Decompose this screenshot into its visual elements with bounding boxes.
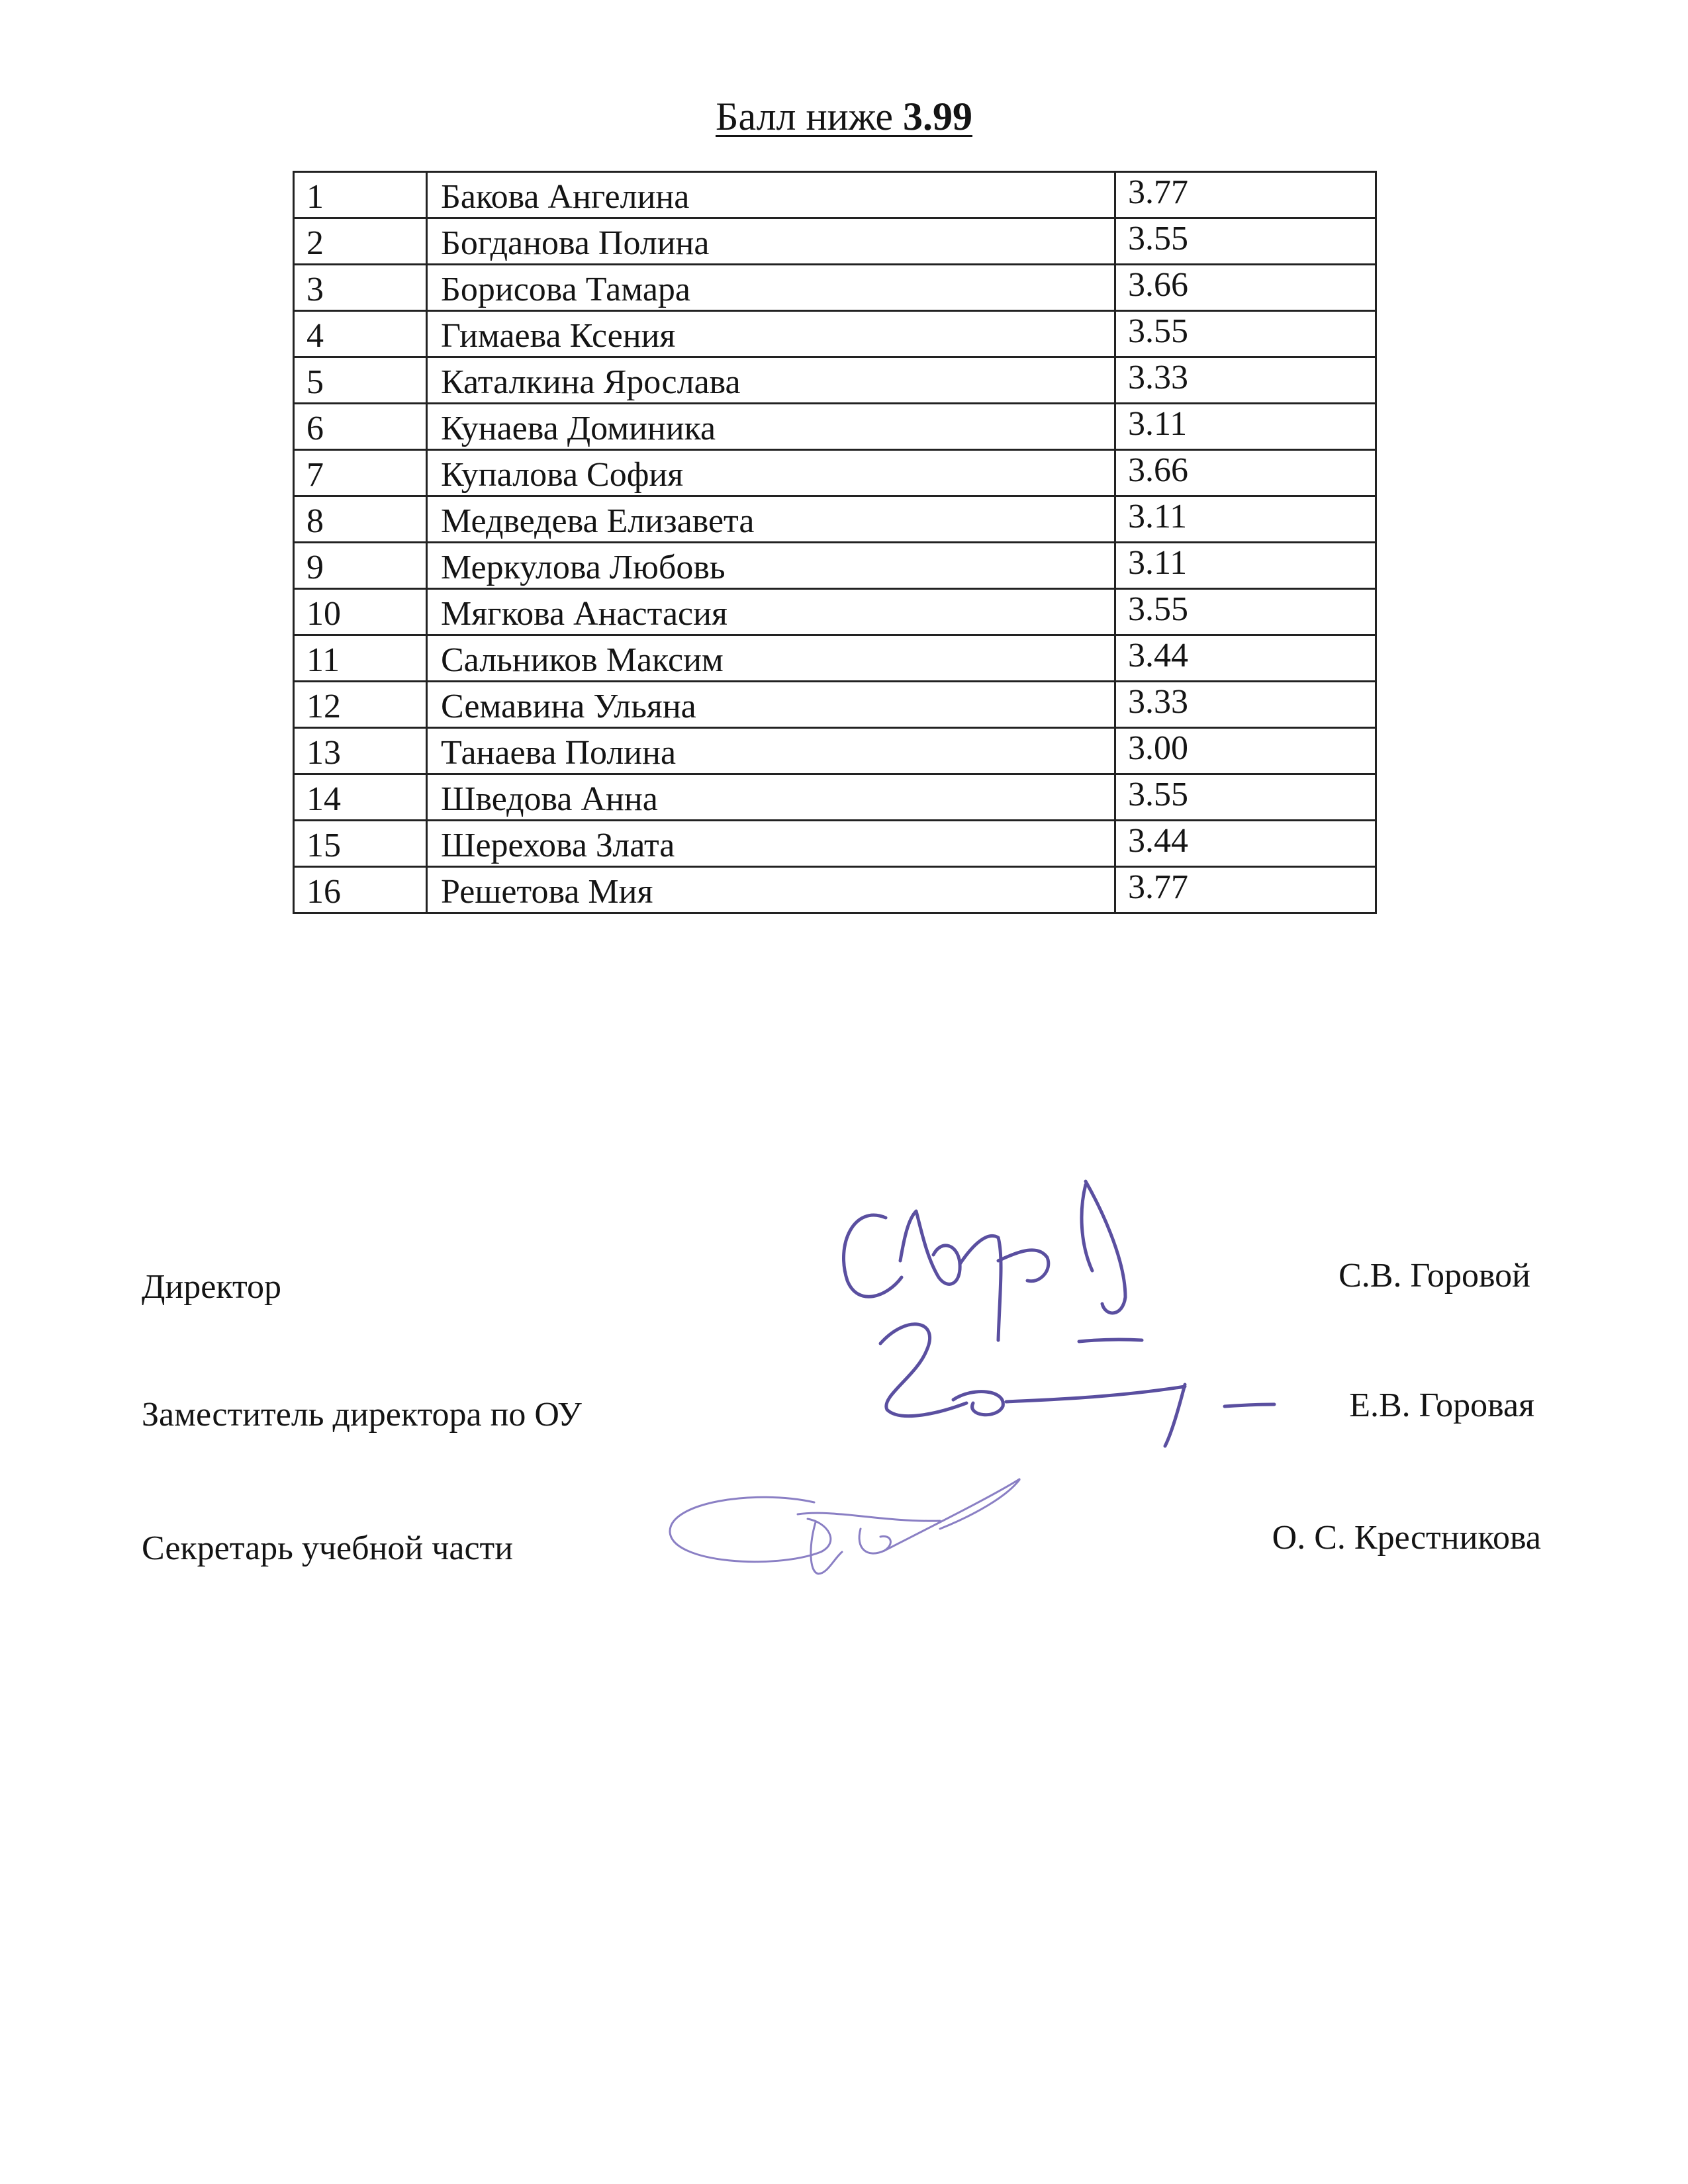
table-row: [294, 543, 1376, 589]
row-number: 16: [294, 867, 427, 913]
student-score: 3.66: [1115, 265, 1376, 311]
student-score: 3.11: [1115, 496, 1376, 543]
student-score: 3.55: [1115, 774, 1376, 821]
student-name: Купалова София: [427, 450, 1115, 496]
table-row: [294, 265, 1376, 311]
student-name: Борисова Тамара: [427, 265, 1115, 311]
row-number: 9: [294, 543, 427, 589]
row-number: 8: [294, 496, 427, 543]
student-score: 3.66: [1115, 450, 1376, 496]
student-score: 3.33: [1115, 682, 1376, 728]
student-name: Медведева Елизавета: [427, 496, 1115, 543]
student-score: 3.11: [1115, 404, 1376, 450]
table-row: [294, 357, 1376, 404]
student-score: 3.55: [1115, 589, 1376, 635]
title-text: Балл ниже: [715, 95, 893, 138]
student-name: Танаева Полина: [427, 728, 1115, 774]
student-score: 3.33: [1115, 357, 1376, 404]
secretary-name: О. С. Крестникова: [1272, 1519, 1541, 1557]
student-score: 3.55: [1115, 311, 1376, 357]
table-row: [294, 635, 1376, 682]
row-number: 14: [294, 774, 427, 821]
deputy-director-signature: [880, 1324, 1274, 1446]
table-row: [294, 589, 1376, 635]
student-name: Сальников Максим: [427, 635, 1115, 682]
table-row: [294, 404, 1376, 450]
row-number: 5: [294, 357, 427, 404]
table-row: [294, 496, 1376, 543]
row-number: 15: [294, 821, 427, 867]
student-score: 3.77: [1115, 867, 1376, 913]
student-name: Семавина Ульяна: [427, 682, 1115, 728]
table-row: [294, 311, 1376, 357]
row-number: 1: [294, 172, 427, 218]
deputy-director-label: Заместитель директора по ОУ: [142, 1396, 582, 1433]
director-name: С.В. Горовой: [1338, 1257, 1530, 1295]
row-number: 10: [294, 589, 427, 635]
student-name: Шерехова Злата: [427, 821, 1115, 867]
student-score: 3.77: [1115, 172, 1376, 218]
student-name: Меркулова Любовь: [427, 543, 1115, 589]
scores-table-body: [294, 172, 1376, 913]
student-name: Кунаева Доминика: [427, 404, 1115, 450]
row-number: 2: [294, 218, 427, 265]
row-number: 11: [294, 635, 427, 682]
table-row: [294, 867, 1376, 913]
row-number: 6: [294, 404, 427, 450]
row-number: 12: [294, 682, 427, 728]
student-name: Шведова Анна: [427, 774, 1115, 821]
student-name: Мягкова Анастасия: [427, 589, 1115, 635]
student-score: 3.44: [1115, 635, 1376, 682]
page-title: [0, 94, 1688, 140]
row-number: 13: [294, 728, 427, 774]
deputy-director-name: Е.В. Горовая: [1349, 1387, 1534, 1424]
student-score: 3.00: [1115, 728, 1376, 774]
title-threshold: 3.99: [903, 95, 972, 138]
table-row: [294, 450, 1376, 496]
row-number: 7: [294, 450, 427, 496]
student-name: Гимаева Ксения: [427, 311, 1115, 357]
secretary-signature: [670, 1479, 1019, 1574]
scores-table: [293, 171, 1377, 914]
table-row: [294, 821, 1376, 867]
student-score: 3.44: [1115, 821, 1376, 867]
student-name: Богданова Полина: [427, 218, 1115, 265]
table-row: [294, 172, 1376, 218]
table-row: [294, 774, 1376, 821]
table-row: [294, 728, 1376, 774]
table-row: [294, 218, 1376, 265]
student-name: Бакова Ангелина: [427, 172, 1115, 218]
row-number: 4: [294, 311, 427, 357]
student-score: 3.55: [1115, 218, 1376, 265]
student-name: Решетова Мия: [427, 867, 1115, 913]
student-name: Каталкина Ярослава: [427, 357, 1115, 404]
student-score: 3.11: [1115, 543, 1376, 589]
secretary-label: Секретарь учебной части: [142, 1529, 514, 1567]
director-signature: [844, 1181, 1125, 1340]
director-label: Директор: [142, 1268, 281, 1306]
table-row: [294, 682, 1376, 728]
row-number: 3: [294, 265, 427, 311]
